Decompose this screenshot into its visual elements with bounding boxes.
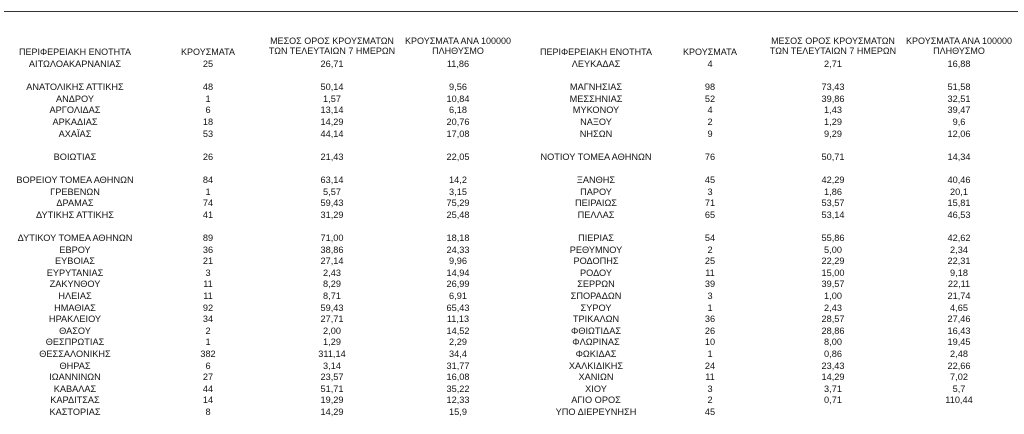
right-cell-avg: 73,43 — [821, 82, 845, 93]
right-cell-avg: 9,29 — [824, 128, 842, 139]
right-cell-avg: 0,86 — [824, 349, 842, 359]
left-cell-cases: 89 — [202, 233, 214, 243]
right-cell-region: ΦΩΚΙΔΑΣ — [575, 349, 617, 359]
right-cell-per100k: 22,11 — [947, 279, 971, 290]
left-cell-per100k: 9,96 — [449, 256, 467, 267]
right-cell-region: ΠΕΙΡΑΙΩΣ — [575, 198, 617, 209]
right-cell-per100k: 9,18 — [950, 267, 968, 278]
left-cell-region: ΑΡΚΑΔΙΑΣ — [52, 117, 98, 127]
left-cell-cases: 382 — [200, 349, 216, 359]
right-cell-per100k: 21,74 — [947, 291, 971, 301]
left-cell-region: ΗΛΕΙΑΣ — [58, 291, 92, 301]
right-cell-per100k: 16,88 — [947, 59, 971, 69]
right-cell-per100k: 42,62 — [947, 233, 971, 243]
right-cell-avg: 53,14 — [821, 209, 845, 220]
left-cell-region: ΑΙΤΩΛΟΑΚΑΡΝΑΝΙΑΣ — [28, 59, 122, 69]
left-cell-region: ΑΝΑΤΟΛΙΚΗΣ ΑΤΤΙΚΗΣ — [26, 82, 124, 93]
left-cell-cases: 6 — [205, 360, 211, 371]
left-cell-avg: 2,00 — [323, 325, 341, 336]
right-cell-cases: 9 — [707, 128, 713, 139]
right-cell-avg: 42,29 — [821, 175, 845, 185]
right-cell-region: ΧΑΝΙΩΝ — [578, 372, 614, 383]
right-cell-region: ΑΓΙΟ ΟΡΟΣ — [571, 395, 621, 406]
header-region-left: ΠΕΡΙΦΕΡΕΙΑΚΗ ΕΝΟΤΗΤΑ — [18, 47, 132, 57]
left-cell-per100k: 15,9 — [449, 407, 467, 417]
header-avg-left — [269, 36, 395, 56]
left-cell-region: ΙΩΑΝΝΙΝΩΝ — [49, 372, 101, 383]
left-cell-region: ΘΕΣΣΑΛΟΝΙΚΗΣ — [39, 349, 111, 359]
right-cell-region: ΣΠΟΡΑΔΩΝ — [570, 291, 622, 301]
left-cell-region: ΘΕΣΠΡΩΤΙΑΣ — [45, 337, 105, 348]
right-cell-region: ΧΙΟΥ — [585, 383, 607, 394]
right-cell-cases: 4 — [707, 105, 713, 116]
right-cell-cases: 1 — [707, 349, 713, 359]
right-cell-cases: 65 — [704, 209, 716, 220]
left-cell-avg: 13,14 — [320, 105, 344, 116]
right-cell-avg: 1,86 — [824, 186, 842, 197]
right-cell-cases: 71 — [704, 198, 716, 209]
left-cell-per100k: 10,84 — [446, 93, 470, 104]
left-cell-region: ΔΥΤΙΚΟΥ ΤΟΜΕΑ ΑΘΗΝΩΝ — [17, 233, 133, 243]
right-cell-per100k: 32,51 — [947, 93, 971, 104]
left-cell-region: ΖΑΚΥΝΘΟΥ — [49, 279, 101, 290]
header-avg-right-line2: ΤΩΝ ΤΕΛΕΥΤΑΙΩΝ 7 ΗΜΕΡΩΝ — [769, 46, 897, 56]
left-cell-region: ΘΑΣΟΥ — [59, 325, 91, 336]
right-cell-per100k: 27,46 — [947, 314, 971, 325]
right-cell-cases: 11 — [705, 267, 715, 278]
right-cell-per100k: 12,06 — [947, 128, 971, 139]
left-cell-per100k: 12,33 — [446, 395, 470, 406]
left-cell-per100k: 26,99 — [446, 279, 470, 290]
left-cell-avg: 38,86 — [320, 244, 344, 255]
right-cell-region: ΞΑΝΘΗΣ — [576, 175, 616, 185]
right-cell-avg: 14,29 — [821, 372, 845, 383]
left-cell-region: ΑΡΓΟΛΙΔΑΣ — [49, 105, 101, 116]
left-cell-per100k: 20,76 — [446, 117, 470, 127]
left-cell-cases: 36 — [202, 244, 214, 255]
left-cell-region: ΚΑΣΤΟΡΙΑΣ — [49, 407, 101, 417]
left-cell-avg: 19,29 — [320, 395, 344, 406]
right-cell-region: ΜΕΣΣΗΝΙΑΣ — [569, 93, 623, 104]
right-cell-cases: 11 — [705, 372, 715, 383]
right-cell-per100k: 51,58 — [947, 82, 971, 93]
left-cell-per100k: 14,2 — [449, 175, 467, 185]
header-avg-left-line2: ΤΩΝ ΤΕΛΕΥΤΑΙΩΝ 7 ΗΜΕΡΩΝ — [268, 46, 396, 56]
left-cell-region: ΕΥΒΟΙΑΣ — [55, 256, 95, 267]
right-cell-avg: 1,43 — [824, 105, 842, 116]
right-cell-avg: 2,43 — [824, 302, 842, 313]
right-cell-region: ΡΟΔΟΥ — [579, 267, 613, 278]
left-cell-avg: 8,29 — [323, 279, 341, 290]
right-cell-avg: 0,71 — [824, 395, 842, 406]
right-cell-per100k: 2,48 — [950, 349, 968, 359]
left-cell-cases: 2 — [205, 325, 211, 336]
right-cell-region: ΠΕΛΛΑΣ — [577, 209, 615, 220]
left-cell-avg: 14,29 — [320, 117, 344, 127]
left-cell-per100k: 2,29 — [449, 337, 467, 348]
right-cell-avg: 50,71 — [821, 151, 845, 162]
left-cell-avg: 59,43 — [320, 198, 344, 209]
right-cell-cases: 2 — [707, 244, 713, 255]
left-cell-avg: 23,57 — [320, 372, 344, 383]
left-cell-per100k: 6,18 — [449, 105, 467, 116]
right-cell-avg: 2,71 — [824, 59, 842, 69]
right-cell-region: ΥΠΟ ΔΙΕΡΕΥΝΗΣΗ — [555, 407, 637, 417]
left-cell-region: ΚΑΡΔΙΤΣΑΣ — [50, 395, 100, 406]
right-cell-region: ΡΕΘΥΜΝΟΥ — [569, 244, 623, 255]
left-cell-region: ΓΡΕΒΕΝΩΝ — [50, 186, 100, 197]
right-cell-per100k: 4,65 — [950, 302, 968, 313]
right-cell-avg: 23,43 — [821, 360, 845, 371]
right-cell-cases: 10 — [704, 337, 716, 348]
right-cell-region: ΜΑΓΝΗΣΙΑΣ — [569, 82, 623, 93]
right-cell-region: ΝΑΞΟΥ — [580, 117, 612, 127]
right-cell-region: ΜΥΚΟΝΟΥ — [572, 105, 620, 116]
right-cell-cases: 1 — [707, 302, 713, 313]
right-cell-cases: 4 — [707, 59, 713, 69]
right-cell-avg: 3,71 — [824, 383, 842, 394]
right-cell-region: ΧΑΛΚΙΔΙΚΗΣ — [568, 360, 624, 371]
right-cell-cases: 36 — [704, 314, 716, 325]
left-cell-cases: 27 — [202, 372, 214, 383]
right-cell-cases: 2 — [707, 117, 713, 127]
right-cell-per100k: 20,1 — [950, 186, 968, 197]
right-cell-per100k: 110,44 — [945, 395, 973, 406]
left-cell-avg: 31,29 — [320, 209, 344, 220]
left-cell-cases: 25 — [202, 59, 214, 69]
right-cell-cases: 98 — [704, 82, 716, 93]
left-cell-per100k: 14,94 — [446, 267, 470, 278]
left-cell-region: ΑΧΑΪΑΣ — [58, 128, 92, 139]
left-cell-avg: 311,14 — [318, 349, 346, 359]
left-cell-region: ΒΟΙΩΤΙΑΣ — [53, 151, 97, 162]
left-cell-cases: 1 — [205, 93, 211, 104]
left-cell-per100k: 6,91 — [449, 291, 467, 301]
left-cell-avg: 21,43 — [320, 151, 344, 162]
header-per100k-left-line1: ΚΡΟΥΣΜΑΤΑ ΑΝΑ 100000 — [405, 36, 511, 46]
right-cell-region: ΣΕΡΡΩΝ — [577, 279, 615, 290]
left-cell-region: ΘΗΡΑΣ — [59, 360, 91, 371]
right-cell-region: ΝΟΤΙΟΥ ΤΟΜΕΑ ΑΘΗΝΩΝ — [540, 151, 652, 162]
left-cell-per100k: 9,56 — [449, 82, 467, 93]
left-cell-cases: 34 — [202, 314, 214, 325]
header-cases-left: ΚΡΟΥΣΜΑΤΑ — [181, 47, 235, 57]
right-cell-per100k: 40,46 — [947, 175, 971, 185]
left-cell-per100k: 65,43 — [446, 302, 470, 313]
right-cell-per100k: 14,34 — [947, 151, 971, 162]
left-cell-per100k: 18,18 — [446, 233, 470, 243]
left-cell-per100k: 11,13 — [446, 314, 470, 325]
right-cell-per100k: 9,6 — [952, 117, 966, 127]
left-cell-region: ΗΜΑΘΙΑΣ — [54, 302, 96, 313]
right-cell-avg: 55,86 — [821, 233, 845, 243]
left-cell-region: ΕΒΡΟΥ — [59, 244, 91, 255]
left-cell-cases: 44 — [202, 383, 214, 394]
right-cell-cases: 3 — [707, 186, 713, 197]
left-cell-cases: 1 — [205, 337, 211, 348]
right-cell-avg: 5,00 — [824, 244, 842, 255]
right-cell-cases: 45 — [704, 407, 716, 417]
left-cell-per100k: 11,86 — [446, 59, 470, 69]
right-cell-per100k: 7,02 — [950, 372, 968, 383]
header-per100k-left — [405, 36, 511, 56]
right-cell-region: ΦΛΩΡΙΝΑΣ — [572, 337, 620, 348]
right-cell-cases: 76 — [704, 151, 716, 162]
header-avg-right — [770, 36, 896, 56]
left-cell-per100k: 14,52 — [446, 325, 470, 336]
left-cell-region: ΕΥΡΥΤΑΝΙΑΣ — [46, 267, 104, 278]
left-cell-avg: 8,71 — [323, 291, 341, 301]
left-cell-avg: 51,71 — [320, 383, 344, 394]
right-cell-cases: 26 — [704, 325, 716, 336]
left-cell-cases: 11 — [203, 279, 213, 290]
header-region-right: ΠΕΡΙΦΕΡΕΙΑΚΗ ΕΝΟΤΗΤΑ — [539, 47, 653, 57]
left-cell-per100k: 22,05 — [446, 151, 470, 162]
right-cell-avg: 28,86 — [821, 325, 845, 336]
right-cell-cases: 39 — [704, 279, 716, 290]
left-cell-per100k: 16,08 — [446, 372, 470, 383]
right-cell-avg: 53,57 — [821, 198, 845, 209]
header-per100k-right-line1: ΚΡΟΥΣΜΑΤΑ ΑΝΑ 100000 — [906, 36, 1012, 46]
left-cell-region: ΔΥΤΙΚΗΣ ΑΤΤΙΚΗΣ — [36, 209, 114, 220]
left-cell-cases: 21 — [202, 256, 214, 267]
left-cell-cases: 26 — [202, 151, 214, 162]
left-cell-per100k: 24,33 — [446, 244, 470, 255]
header-per100k-right — [906, 36, 1012, 56]
left-cell-region: ΚΑΒΑΛΑΣ — [53, 383, 97, 394]
left-cell-per100k: 35,22 — [446, 383, 470, 394]
left-cell-avg: 3,14 — [323, 360, 341, 371]
left-cell-avg: 59,43 — [320, 302, 344, 313]
right-cell-per100k: 19,45 — [947, 337, 971, 348]
left-cell-avg: 14,29 — [320, 407, 344, 417]
right-cell-per100k: 15,81 — [947, 198, 971, 209]
left-cell-region: ΑΝΔΡΟΥ — [55, 93, 95, 104]
right-cell-cases: 45 — [704, 175, 716, 185]
top-divider — [4, 11, 1018, 12]
right-cell-avg: 39,86 — [821, 93, 845, 104]
left-cell-avg: 1,57 — [323, 93, 341, 104]
left-cell-cases: 8 — [205, 407, 211, 417]
left-cell-cases: 18 — [202, 117, 214, 127]
left-cell-cases: 41 — [202, 209, 214, 220]
left-cell-cases: 6 — [205, 105, 211, 116]
left-cell-per100k: 25,48 — [446, 209, 470, 220]
right-cell-avg: 8,00 — [824, 337, 842, 348]
left-cell-cases: 3 — [205, 267, 211, 278]
right-cell-region: ΠΙΕΡΙΑΣ — [578, 233, 614, 243]
right-cell-per100k: 46,53 — [947, 209, 971, 220]
header-per100k-left-line2: ΠΛΗΘΥΣΜΟ — [432, 46, 484, 56]
left-cell-cases: 92 — [202, 302, 214, 313]
right-cell-cases: 3 — [707, 383, 713, 394]
right-cell-per100k: 2,34 — [950, 244, 968, 255]
header-cases-right: ΚΡΟΥΣΜΑΤΑ — [683, 47, 737, 57]
right-cell-cases: 3 — [707, 291, 713, 301]
left-cell-per100k: 3,15 — [449, 186, 467, 197]
right-cell-cases: 25 — [704, 256, 716, 267]
right-cell-region: ΣΥΡΟΥ — [580, 302, 612, 313]
left-cell-cases: 1 — [205, 186, 211, 197]
left-cell-region: ΗΡΑΚΛΕΙΟΥ — [48, 314, 102, 325]
left-cell-avg: 50,14 — [320, 82, 344, 93]
right-cell-per100k: 22,66 — [947, 360, 971, 371]
left-cell-per100k: 75,29 — [446, 198, 470, 209]
header-per100k-right-line2: ΠΛΗΘΥΣΜΟ — [933, 46, 985, 56]
left-cell-per100k: 17,08 — [446, 128, 470, 139]
left-cell-cases: 14 — [202, 395, 214, 406]
right-cell-cases: 52 — [704, 93, 716, 104]
right-cell-avg: 15,00 — [821, 267, 845, 278]
left-cell-avg: 44,14 — [320, 128, 344, 139]
left-cell-cases: 48 — [202, 82, 214, 93]
right-cell-cases: 24 — [704, 360, 716, 371]
header-avg-right-line1: ΜΕΣΟΣ ΟΡΟΣ ΚΡΟΥΣΜΑΤΩΝ — [771, 36, 895, 46]
left-cell-avg: 63,14 — [320, 175, 344, 185]
right-cell-region: ΤΡΙΚΑΛΩΝ — [572, 314, 620, 325]
left-cell-per100k: 31,77 — [446, 360, 470, 371]
right-cell-per100k: 22,31 — [947, 256, 971, 267]
left-cell-avg: 5,57 — [323, 186, 341, 197]
right-cell-cases: 54 — [704, 233, 716, 243]
left-cell-avg: 2,43 — [323, 267, 341, 278]
right-cell-region: ΡΟΔΟΠΗΣ — [573, 256, 619, 267]
left-cell-cases: 11 — [203, 291, 213, 301]
right-cell-region: ΠΑΡΟΥ — [580, 186, 612, 197]
left-cell-cases: 74 — [202, 198, 214, 209]
left-cell-avg: 1,29 — [323, 337, 341, 348]
right-cell-avg: 1,29 — [824, 117, 842, 127]
header-avg-left-line1: ΜΕΣΟΣ ΟΡΟΣ ΚΡΟΥΣΜΑΤΩΝ — [270, 36, 394, 46]
left-cell-avg: 27,71 — [320, 314, 344, 325]
right-cell-region: ΦΘΙΩΤΙΔΑΣ — [570, 325, 622, 336]
left-cell-avg: 26,71 — [320, 59, 344, 69]
right-cell-per100k: 5,7 — [952, 383, 966, 394]
left-cell-avg: 27,14 — [320, 256, 344, 267]
right-cell-avg: 1,00 — [824, 291, 842, 301]
left-cell-cases: 53 — [202, 128, 214, 139]
left-cell-cases: 84 — [202, 175, 214, 185]
right-cell-region: ΝΗΣΩΝ — [579, 128, 613, 139]
right-cell-per100k: 39,47 — [947, 105, 971, 116]
right-cell-avg: 28,57 — [821, 314, 845, 325]
right-cell-avg: 39,57 — [821, 279, 845, 290]
left-cell-avg: 71,00 — [320, 233, 344, 243]
right-cell-avg: 22,29 — [821, 256, 845, 267]
left-cell-region: ΔΡΑΜΑΣ — [56, 198, 94, 209]
left-cell-per100k: 34,4 — [449, 349, 467, 359]
right-cell-cases: 2 — [707, 395, 713, 406]
right-cell-region: ΛΕΥΚΑΔΑΣ — [571, 59, 621, 69]
right-cell-per100k: 16,43 — [947, 325, 971, 336]
left-cell-region: ΒΟΡΕΙΟΥ ΤΟΜΕΑ ΑΘΗΝΩΝ — [16, 175, 134, 185]
